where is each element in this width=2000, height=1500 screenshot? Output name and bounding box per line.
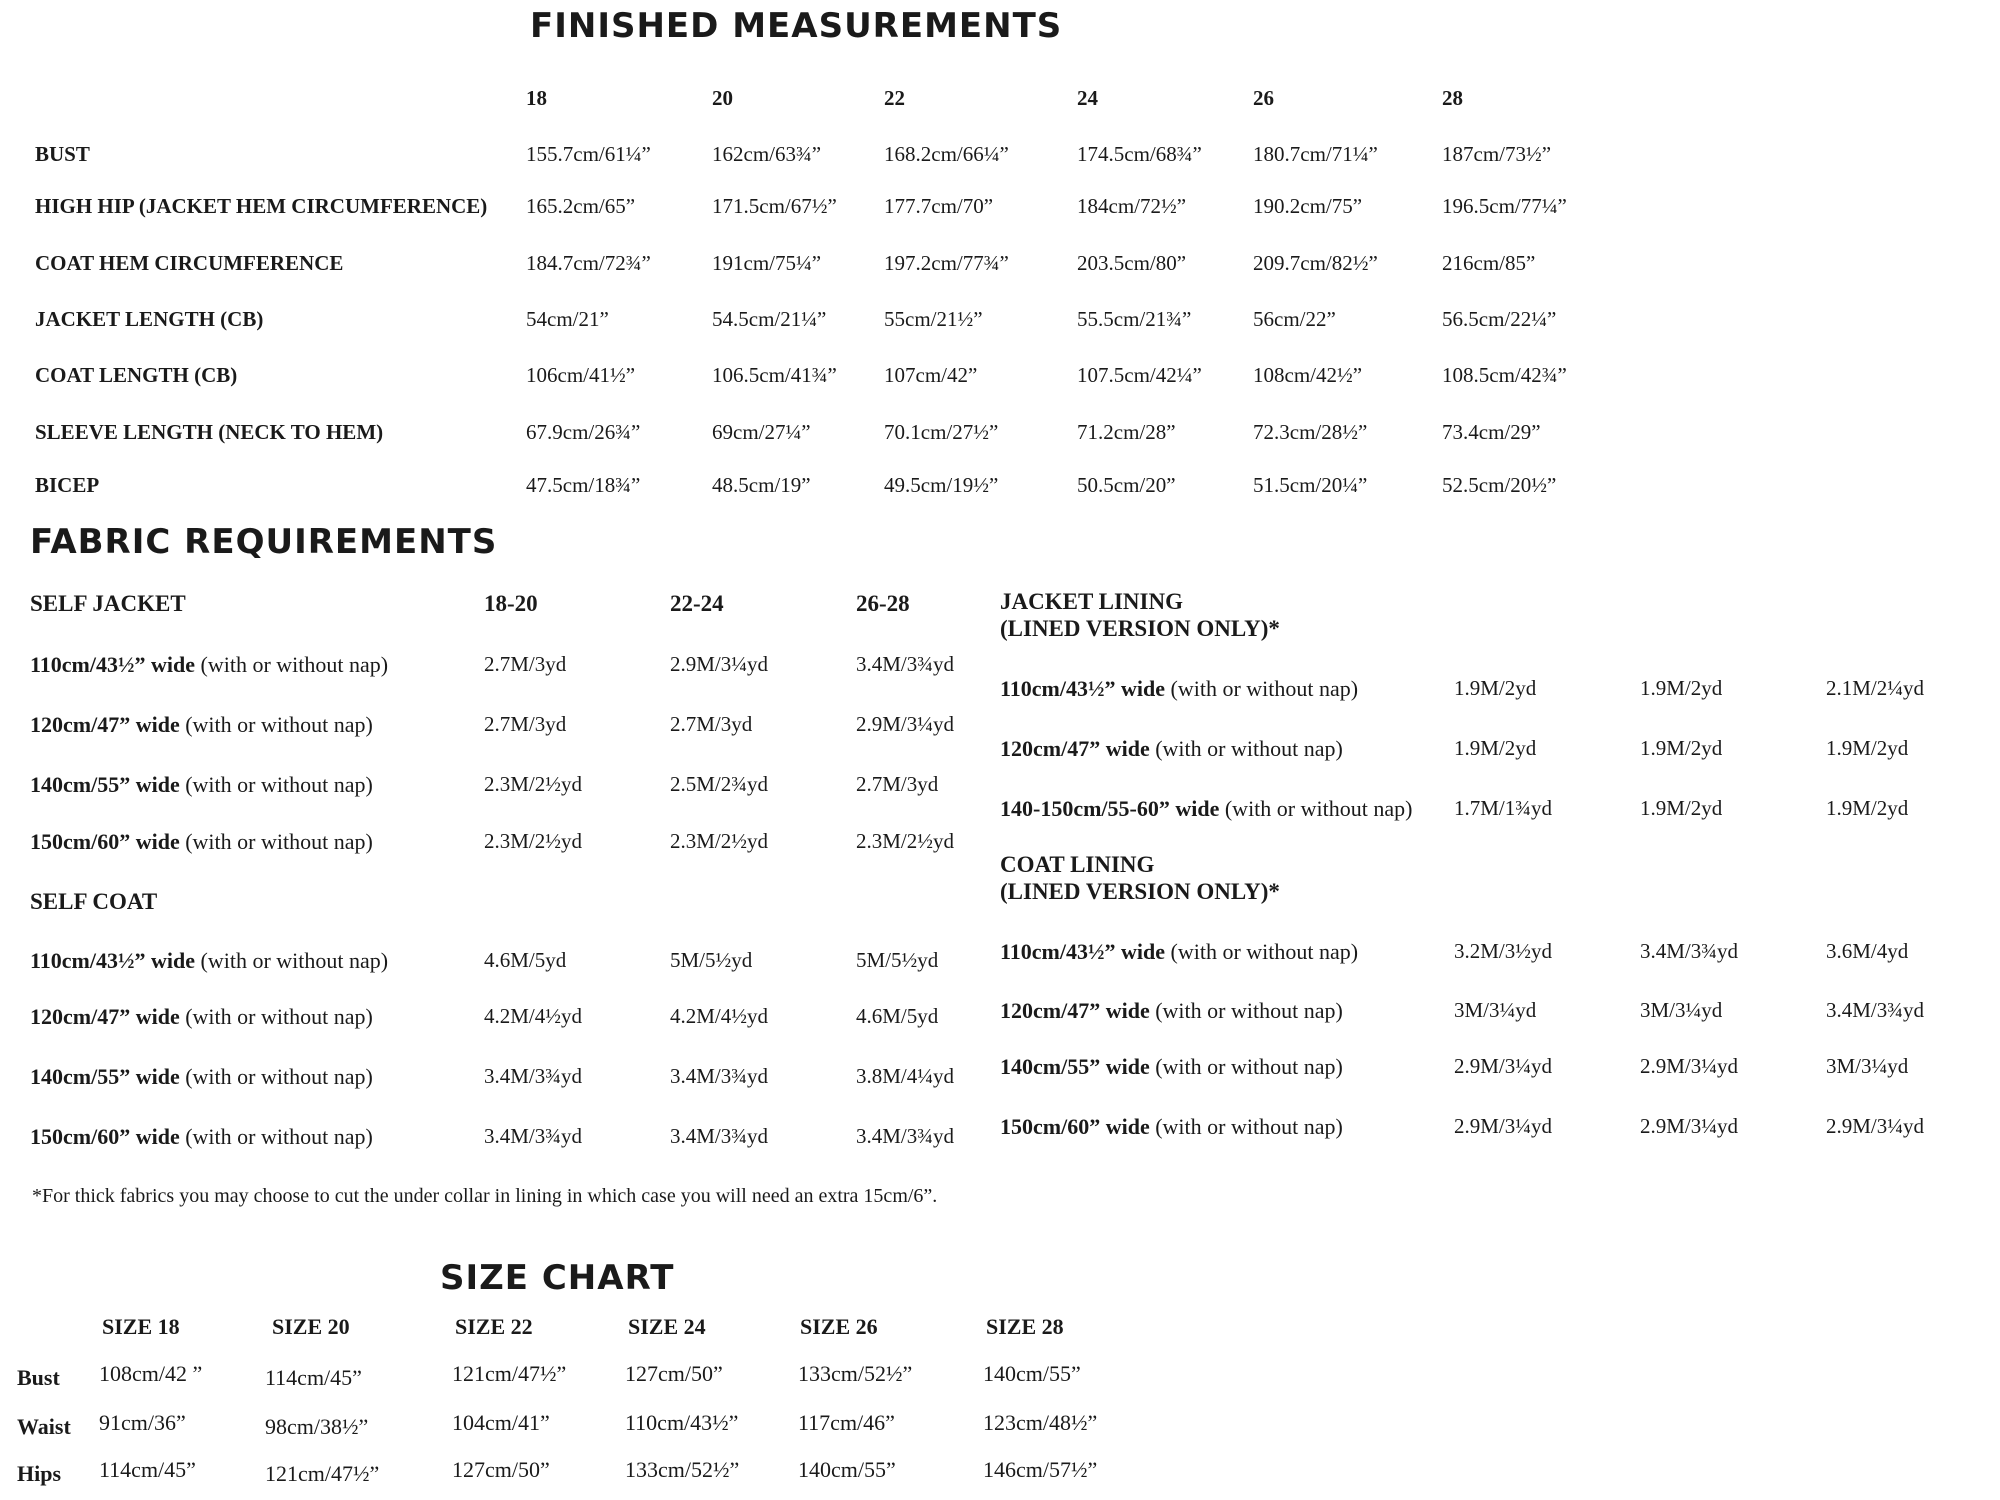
fm-value: 197.2cm/77¾” [884, 251, 1009, 275]
nap-note: (with or without nap) [200, 652, 389, 677]
nap-note: (with or without nap) [185, 712, 373, 737]
fm-value: 184.7cm/72¾” [526, 251, 651, 275]
fm-size-header: 20 [712, 86, 733, 110]
fm-value: 56cm/22” [1253, 307, 1336, 331]
fabric-width-label [30, 1064, 373, 1090]
size-chart-value: 98cm/38½” [265, 1414, 369, 1439]
fabric-amount: 3.4M/3¾yd [856, 1124, 955, 1148]
fm-value: 52.5cm/20½” [1442, 473, 1557, 497]
size-group-header: 18-20 [484, 591, 538, 616]
fabric-amount: 2.9M/3¼yd [856, 712, 955, 736]
fabric-width-label [30, 829, 373, 855]
fm-value: 106.5cm/41¾” [712, 363, 837, 387]
fabric-amount: 2.3M/2½yd [856, 829, 955, 853]
fabric-width-label [1000, 796, 1412, 822]
fm-value: 71.2cm/28” [1077, 420, 1176, 444]
nap-note: (with or without nap) [200, 948, 389, 973]
size-chart-value: 127cm/50” [625, 1361, 723, 1386]
fm-row-label: COAT HEM CIRCUMFERENCE [35, 251, 344, 275]
fabric-amount: 2.9M/3¼yd [1640, 1114, 1739, 1138]
fm-value: 171.5cm/67½” [712, 194, 837, 218]
fm-value: 174.5cm/68¾” [1077, 142, 1202, 166]
fabric-requirements-title: FABRIC REQUIREMENTS [30, 522, 498, 562]
fabric-width: 120cm/47” wide [1000, 736, 1150, 761]
fabric-amount: 3.4M/3¾yd [1640, 939, 1739, 963]
footnote: *For thick fabrics you may choose to cut the under collar in lining in which case you will need an extra 15cm/6”. [32, 1185, 938, 1207]
size-chart-row-label: Waist [17, 1414, 71, 1439]
fabric-amount: 4.6M/5yd [484, 948, 567, 972]
nap-note: (with or without nap) [1224, 796, 1413, 821]
fabric-amount: 2.5M/2¾yd [670, 772, 769, 796]
fabric-amount: 1.9M/2yd [1454, 736, 1537, 760]
size-chart-value: 140cm/55” [983, 1361, 1081, 1386]
fm-value: 50.5cm/20” [1077, 473, 1176, 497]
size-chart-value: 114cm/45” [265, 1365, 362, 1390]
fabric-width: 120cm/47” wide [1000, 998, 1150, 1023]
fabric-amount: 2.7M/3yd [484, 712, 567, 736]
fm-value: 56.5cm/22¼” [1442, 307, 1557, 331]
fabric-amount: 3.4M/3¾yd [670, 1064, 769, 1088]
fm-size-header: 24 [1077, 86, 1098, 110]
fm-value: 72.3cm/28½” [1253, 420, 1368, 444]
size-chart-value: 146cm/57½” [983, 1457, 1098, 1482]
fm-value: 108cm/42½” [1253, 363, 1363, 387]
fabric-width-label [30, 1124, 373, 1150]
fabric-width: 150cm/60” wide [30, 829, 180, 854]
fabric-amount: 2.3M/2½yd [670, 829, 769, 853]
fm-value: 162cm/63¾” [712, 142, 822, 166]
fabric-width: 110cm/43½” wide [1000, 676, 1165, 701]
fabric-amount: 1.9M/2yd [1640, 736, 1723, 760]
fabric-amount: 3.8M/4¼yd [856, 1064, 955, 1088]
size-chart-header: SIZE 22 [455, 1314, 533, 1339]
fabric-width: 140cm/55” wide [1000, 1054, 1150, 1079]
nap-note: (with or without nap) [185, 1004, 373, 1029]
size-chart-value: 140cm/55” [798, 1457, 896, 1482]
fabric-amount: 1.9M/2yd [1454, 676, 1537, 700]
fabric-width-label [30, 712, 373, 738]
fm-value: 165.2cm/65” [526, 194, 636, 218]
fabric-amount: 2.7M/3yd [856, 772, 939, 796]
self-coat-title: SELF COAT [30, 889, 158, 914]
fm-value: 196.5cm/77¼” [1442, 194, 1567, 218]
fabric-width-label [1000, 676, 1358, 702]
fabric-amount: 4.6M/5yd [856, 1004, 939, 1028]
fm-value: 190.2cm/75” [1253, 194, 1363, 218]
fm-size-header: 22 [884, 86, 905, 110]
fm-value: 69cm/27¼” [712, 420, 811, 444]
jacket-lining-title: JACKET LINING [1000, 589, 1183, 614]
size-chart-row-label: Bust [17, 1365, 60, 1390]
size-chart-value: 121cm/47½” [265, 1461, 380, 1486]
nap-note: (with or without nap) [185, 772, 373, 797]
fabric-width-label [30, 652, 388, 678]
size-chart-header: SIZE 24 [628, 1314, 706, 1339]
fm-value: 106cm/41½” [526, 363, 636, 387]
fabric-amount: 3.4M/3¾yd [484, 1124, 583, 1148]
fm-value: 108.5cm/42¾” [1442, 363, 1567, 387]
fm-row-label: BICEP [35, 473, 100, 497]
size-chart-value: 91cm/36” [99, 1410, 186, 1435]
size-chart-value: 121cm/47½” [452, 1361, 567, 1386]
fm-value: 48.5cm/19” [712, 473, 811, 497]
fabric-amount: 5M/5½yd [670, 948, 753, 972]
fabric-amount: 2.9M/3¼yd [670, 652, 769, 676]
fm-value: 168.2cm/66¼” [884, 142, 1009, 166]
size-chart-value: 117cm/46” [798, 1410, 895, 1435]
fm-value: 54.5cm/21¼” [712, 307, 827, 331]
fabric-amount: 2.1M/2¼yd [1826, 676, 1925, 700]
fabric-amount: 3.6M/4yd [1826, 939, 1909, 963]
fabric-amount: 2.9M/3¼yd [1640, 1054, 1739, 1078]
fm-row-label: BUST [35, 142, 90, 166]
fm-value: 55cm/21½” [884, 307, 983, 331]
coat-lining-title: COAT LINING [1000, 852, 1155, 877]
size-chart-header: SIZE 28 [986, 1314, 1064, 1339]
fm-value: 47.5cm/18¾” [526, 473, 641, 497]
size-chart-value: 114cm/45” [99, 1457, 196, 1482]
fm-value: 70.1cm/27½” [884, 420, 999, 444]
fabric-width: 120cm/47” wide [30, 1004, 180, 1029]
fabric-width-label [1000, 939, 1358, 965]
fabric-amount: 3.4M/3¾yd [670, 1124, 769, 1148]
fm-value: 177.7cm/70” [884, 194, 994, 218]
fm-row-label: HIGH HIP (JACKET HEM CIRCUMFERENCE) [35, 194, 488, 218]
size-chart-row-label: Hips [17, 1461, 62, 1486]
fabric-width-label [30, 1004, 373, 1030]
size-chart-title: SIZE CHART [440, 1258, 675, 1298]
fabric-width: 120cm/47” wide [30, 712, 180, 737]
nap-note: (with or without nap) [1170, 676, 1359, 701]
nap-note: (with or without nap) [1170, 939, 1359, 964]
size-chart-value: 133cm/52½” [625, 1457, 740, 1482]
fm-value: 209.7cm/82½” [1253, 251, 1378, 275]
fm-value: 51.5cm/20¼” [1253, 473, 1368, 497]
fabric-width: 140-150cm/55-60” wide [1000, 796, 1220, 821]
jacket-lining-subtitle: (LINED VERSION ONLY)* [1000, 616, 1280, 641]
finished-measurements-title: FINISHED MEASUREMENTS [530, 6, 1063, 46]
fabric-amount: 1.9M/2yd [1826, 736, 1909, 760]
size-chart-value: 127cm/50” [452, 1457, 550, 1482]
nap-note: (with or without nap) [1155, 1114, 1343, 1139]
size-group-header: 26-28 [856, 591, 910, 616]
fabric-width-label [30, 772, 373, 798]
fm-value: 187cm/73½” [1442, 142, 1552, 166]
fabric-width: 110cm/43½” wide [30, 652, 195, 677]
fm-value: 180.7cm/71¼” [1253, 142, 1378, 166]
fabric-amount: 4.2M/4½yd [484, 1004, 583, 1028]
fabric-width: 140cm/55” wide [30, 1064, 180, 1089]
fabric-width: 150cm/60” wide [1000, 1114, 1150, 1139]
size-group-header: 22-24 [670, 591, 724, 616]
fabric-amount: 2.9M/3¼yd [1826, 1114, 1925, 1138]
fm-row-label: SLEEVE LENGTH (NECK TO HEM) [35, 420, 384, 444]
nap-note: (with or without nap) [1155, 736, 1343, 761]
fabric-amount: 3.2M/3½yd [1454, 939, 1553, 963]
fm-value: 191cm/75¼” [712, 251, 822, 275]
fabric-width-label [1000, 1114, 1343, 1140]
nap-note: (with or without nap) [185, 1124, 373, 1149]
fm-row-label: COAT LENGTH (CB) [35, 363, 238, 387]
fabric-amount: 1.7M/1¾yd [1454, 796, 1553, 820]
fabric-amount: 2.3M/2½yd [484, 772, 583, 796]
fabric-width-label [1000, 736, 1343, 762]
fabric-amount: 3M/3¼yd [1640, 998, 1723, 1022]
fabric-amount: 4.2M/4½yd [670, 1004, 769, 1028]
fm-value: 107cm/42” [884, 363, 978, 387]
fabric-width-label [30, 948, 388, 974]
fabric-width: 110cm/43½” wide [30, 948, 195, 973]
nap-note: (with or without nap) [185, 829, 373, 854]
fm-size-header: 26 [1253, 86, 1274, 110]
fabric-amount: 3.4M/3¾yd [856, 652, 955, 676]
fabric-amount: 2.7M/3yd [484, 652, 567, 676]
size-chart-value: 104cm/41” [452, 1410, 550, 1435]
fabric-amount: 1.9M/2yd [1640, 676, 1723, 700]
fm-value: 73.4cm/29” [1442, 420, 1541, 444]
fm-row-label: JACKET LENGTH (CB) [35, 307, 264, 331]
fabric-amount: 3M/3¼yd [1454, 998, 1537, 1022]
fabric-amount: 5M/5½yd [856, 948, 939, 972]
fm-value: 203.5cm/80” [1077, 251, 1187, 275]
fm-value: 54cm/21” [526, 307, 609, 331]
fabric-width: 140cm/55” wide [30, 772, 180, 797]
size-chart-header: SIZE 26 [800, 1314, 878, 1339]
fm-size-header: 18 [526, 86, 547, 110]
size-chart-value: 108cm/42 ” [99, 1361, 203, 1386]
size-chart-header: SIZE 20 [272, 1314, 350, 1339]
fabric-amount: 1.9M/2yd [1640, 796, 1723, 820]
coat-lining-subtitle: (LINED VERSION ONLY)* [1000, 879, 1280, 904]
fm-value: 107.5cm/42¼” [1077, 363, 1202, 387]
fm-value: 55.5cm/21¾” [1077, 307, 1192, 331]
fm-value: 184cm/72½” [1077, 194, 1187, 218]
fm-value: 216cm/85” [1442, 251, 1536, 275]
fabric-amount: 2.9M/3¼yd [1454, 1114, 1553, 1138]
fabric-amount: 2.9M/3¼yd [1454, 1054, 1553, 1078]
fabric-width-label [1000, 1054, 1343, 1080]
size-chart-value: 110cm/43½” [625, 1410, 739, 1435]
fm-size-header: 28 [1442, 86, 1463, 110]
size-chart-value: 123cm/48½” [983, 1410, 1098, 1435]
nap-note: (with or without nap) [1155, 998, 1343, 1023]
fabric-width-label [1000, 998, 1343, 1024]
size-chart-header: SIZE 18 [102, 1314, 180, 1339]
fm-value: 49.5cm/19½” [884, 473, 999, 497]
nap-note: (with or without nap) [185, 1064, 373, 1089]
fabric-amount: 2.7M/3yd [670, 712, 753, 736]
fabric-width: 150cm/60” wide [30, 1124, 180, 1149]
fabric-amount: 1.9M/2yd [1826, 796, 1909, 820]
fabric-amount: 2.3M/2½yd [484, 829, 583, 853]
fabric-amount: 3.4M/3¾yd [484, 1064, 583, 1088]
fabric-amount: 3.4M/3¾yd [1826, 998, 1925, 1022]
fm-value: 67.9cm/26¾” [526, 420, 641, 444]
nap-note: (with or without nap) [1155, 1054, 1343, 1079]
fm-value: 155.7cm/61¼” [526, 142, 651, 166]
self-jacket-title: SELF JACKET [30, 591, 186, 616]
fabric-amount: 3M/3¼yd [1826, 1054, 1909, 1078]
size-chart-value: 133cm/52½” [798, 1361, 913, 1386]
fabric-width: 110cm/43½” wide [1000, 939, 1165, 964]
